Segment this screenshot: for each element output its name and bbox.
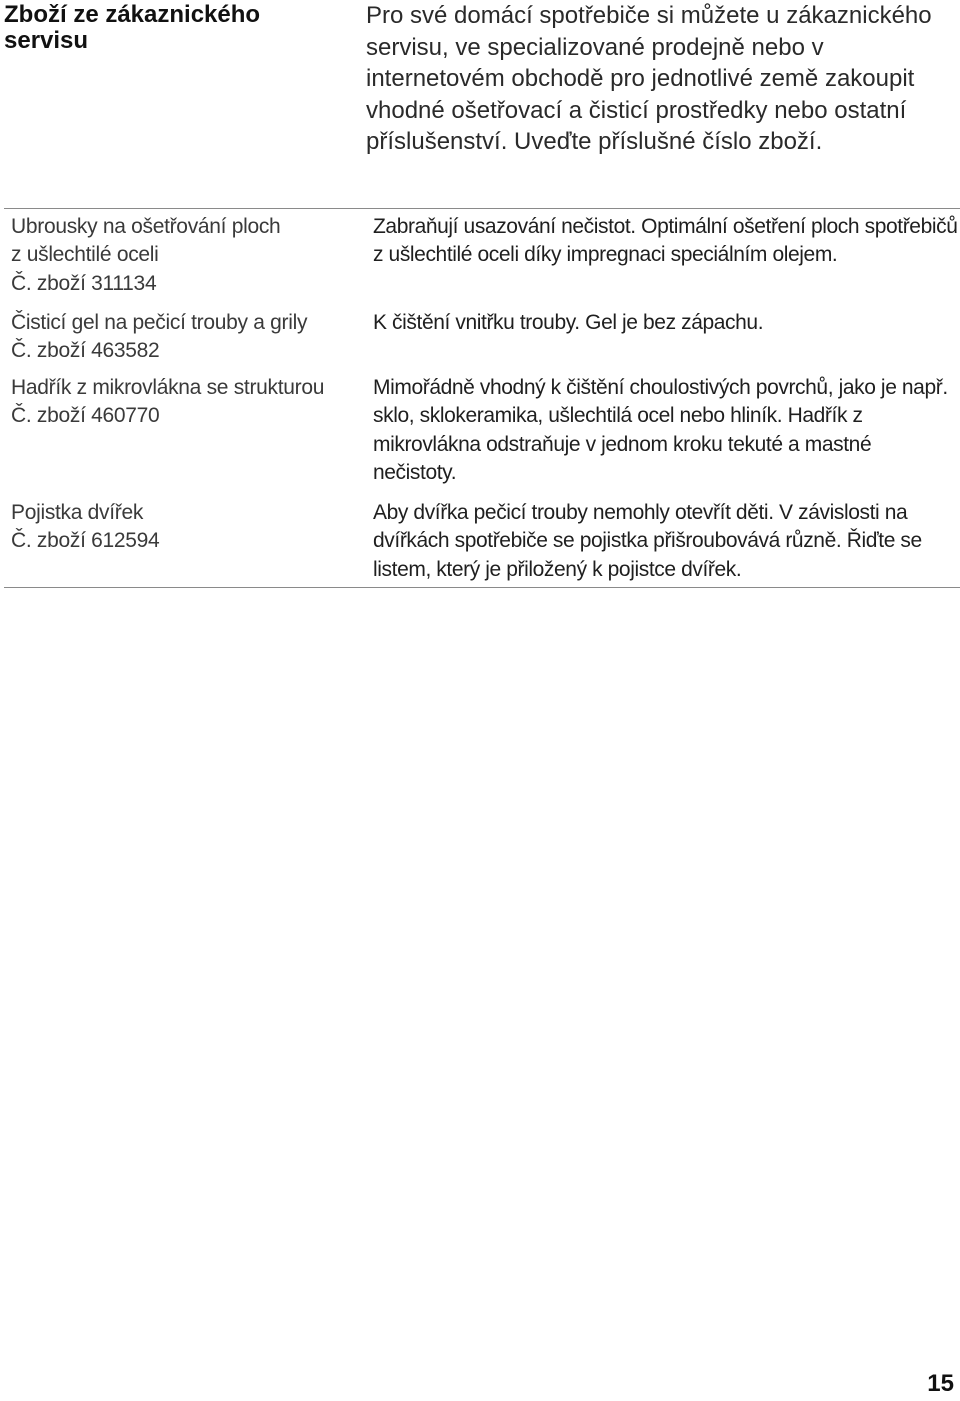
product-description-door-lock: Aby dvířka pečicí trouby nemohly otevřít děti. V závislosti na dvířkách spotřebiče se pojistka přišroubovává různě. Řiďte se listem, který je přiložený k pojistce dvířek. bbox=[373, 501, 922, 581]
page-number: 15 bbox=[927, 1370, 954, 1397]
section-title: Zboží ze zákaznického servisu bbox=[4, 1, 261, 54]
product-name-cloth bbox=[11, 374, 341, 431]
product-name-line: Ubrousky na ošetřování ploch bbox=[11, 215, 281, 238]
product-number: Č. zboží 463582 bbox=[11, 339, 160, 363]
product-name-gel bbox=[11, 309, 341, 366]
product-name-door-lock bbox=[11, 499, 341, 556]
product-name-line: z ušlechtilé oceli bbox=[11, 243, 159, 267]
product-name-line: Čisticí gel na pečicí trouby a grily bbox=[11, 311, 308, 334]
table-bottom-divider bbox=[4, 587, 960, 588]
product-name-line: Pojistka dvířek bbox=[11, 501, 144, 524]
intro-paragraph: Pro své domácí spotřebiče si můžete u zákaznického servisu, ve specializované prodejně nebo v internetovém obchodě pro jednotlivé země zakoupit vhodné ošetřovací a čisticí prostředky nebo ostatní příslušenství. Uveďte příslušné číslo zboží. bbox=[366, 2, 932, 155]
product-name-wipes bbox=[11, 213, 341, 298]
product-number: Č. zboží 311134 bbox=[11, 271, 157, 295]
product-number: Č. zboží 460770 bbox=[11, 404, 160, 428]
product-number: Č. zboží 612594 bbox=[11, 529, 160, 553]
table-top-divider bbox=[4, 208, 960, 209]
product-description-gel: K čištění vnitřku trouby. Gel je bez zápachu. bbox=[373, 311, 764, 334]
product-description-cloth: Mimořádně vhodný k čištění choulostivých povrchů, jako je např. sklo, sklokeramika, ušlechtilá ocel nebo hliník. Hadřík z mikrovlákna odstraňuje v jednom kroku tekuté a mastné nečistoty. bbox=[373, 376, 948, 484]
product-name-line: Hadřík z mikrovlákna se strukturou bbox=[11, 376, 325, 399]
product-description-wipes: Zabraňují usazování nečistot. Optimální ošetření ploch spotřebičů z ušlechtilé oceli díky impregnaci speciálním olejem. bbox=[373, 215, 958, 267]
